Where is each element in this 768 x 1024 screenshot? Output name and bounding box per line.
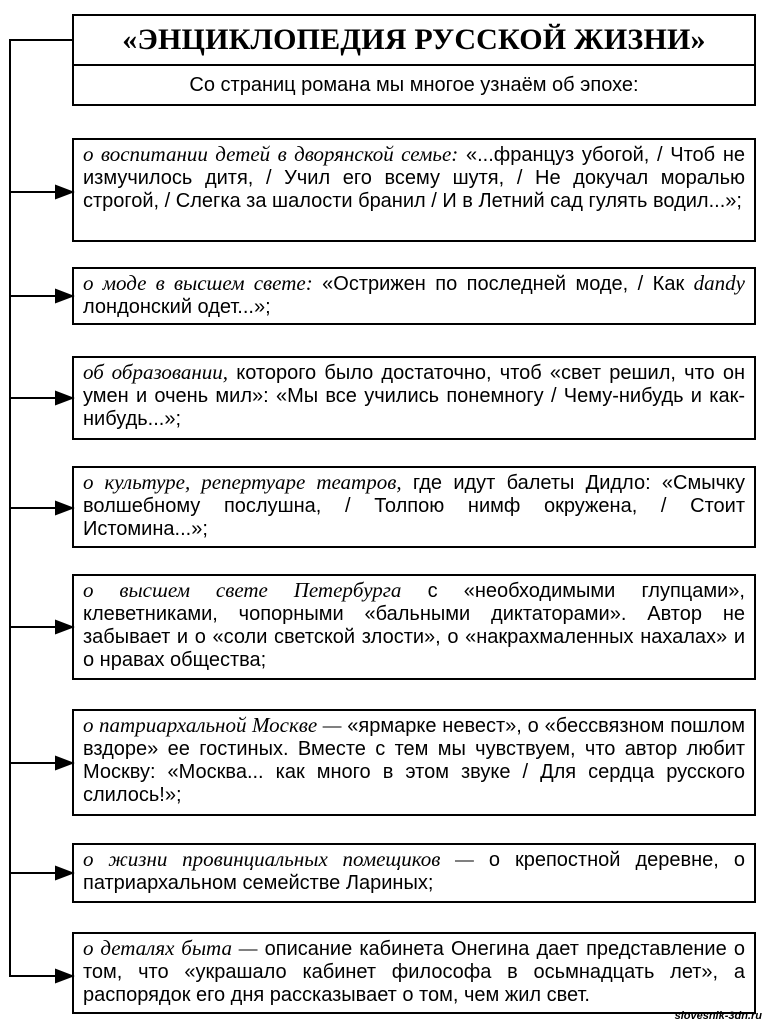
item-everyday-life: [72, 932, 756, 1014]
item-petersburg: [72, 574, 756, 680]
arrows: [10, 186, 72, 982]
arrow-5: [56, 621, 72, 633]
arrow-7: [56, 867, 72, 879]
item-topic: о моде в высшем свете:: [83, 271, 313, 295]
item-text: которого было достаточно, чтоб «свет решил, что он умен и очень мил»: «Мы все учились понемногу / Чему-нибудь и как-нибудь...»;: [83, 362, 745, 430]
item-text: где идут балеты Дидло: «Смычку волшебному послушна, / Толпою нимф окружена, / Стоит Истомина...»;: [83, 472, 745, 540]
item-education: [72, 356, 756, 440]
arrow-4: [56, 502, 72, 514]
watermark: slovesnik-3dn.ru: [674, 1010, 762, 1022]
item-fashion: [72, 267, 756, 325]
item-text: «Острижен по последней моде, / Как: [312, 273, 694, 295]
item-topic: о деталях быта —: [83, 936, 258, 960]
item-landowners: [72, 843, 756, 903]
item-text: лондонский одет...»;: [83, 296, 271, 318]
item-upbringing: [72, 138, 756, 242]
item-topic: о культуре, репертуаре театров,: [83, 470, 402, 494]
item-text: с «необходимыми глупцами», клеветниками, чопорными «бальными диктаторами». Автор не забывает и о «соли светской злости», о «накрахмаленных нахалах» и о нравах общества;: [83, 580, 745, 671]
arrow-8: [56, 970, 72, 982]
item-topic: о высшем свете Петербурга: [83, 578, 402, 602]
page-title: «ЭНЦИКЛОПЕДИЯ РУССКОЙ ЖИЗНИ»: [72, 14, 756, 66]
item-text: о крепостной деревне, о патриархальном семействе Лариных;: [83, 849, 745, 894]
item-moscow: [72, 709, 756, 816]
arrow-6: [56, 757, 72, 769]
arrow-3: [56, 392, 72, 404]
item-topic: о патриархальной Москве —: [83, 713, 342, 737]
item-topic: об образовании,: [83, 360, 229, 384]
arrow-2: [56, 290, 72, 302]
page-subtitle: Со страниц романа мы многое узнаём об эпохе:: [72, 64, 756, 106]
item-topic: о воспитании детей в дворянской семье:: [83, 142, 459, 166]
item-text: «...француз убогой, / Чтоб не измучилось дитя, / Учил его всему шутя, / Не докучал моралью строгой, / Слегка за шалости бранил / И в Летний сад гулять водил...»;: [83, 144, 745, 212]
item-culture: [72, 466, 756, 548]
arrow-1: [56, 186, 72, 198]
item-text: описание кабинета Онегина дает представление о том, что «украшало кабинет философа в осьмнадцать лет», а распорядок его дня рассказывает о том, чем жил свет.: [83, 938, 745, 1006]
item-italic-word: dandy: [693, 271, 745, 295]
item-topic: о жизни провинциальных помещиков —: [83, 847, 474, 871]
item-text: «ярмарке невест», о «бессвязном пошлом вздоре» ее гостиных. Вместе с тем мы чувствуем, что автор любит Москву: «Москва... как много в этом звуке / Для сердца русского слилось!»;: [83, 715, 745, 806]
